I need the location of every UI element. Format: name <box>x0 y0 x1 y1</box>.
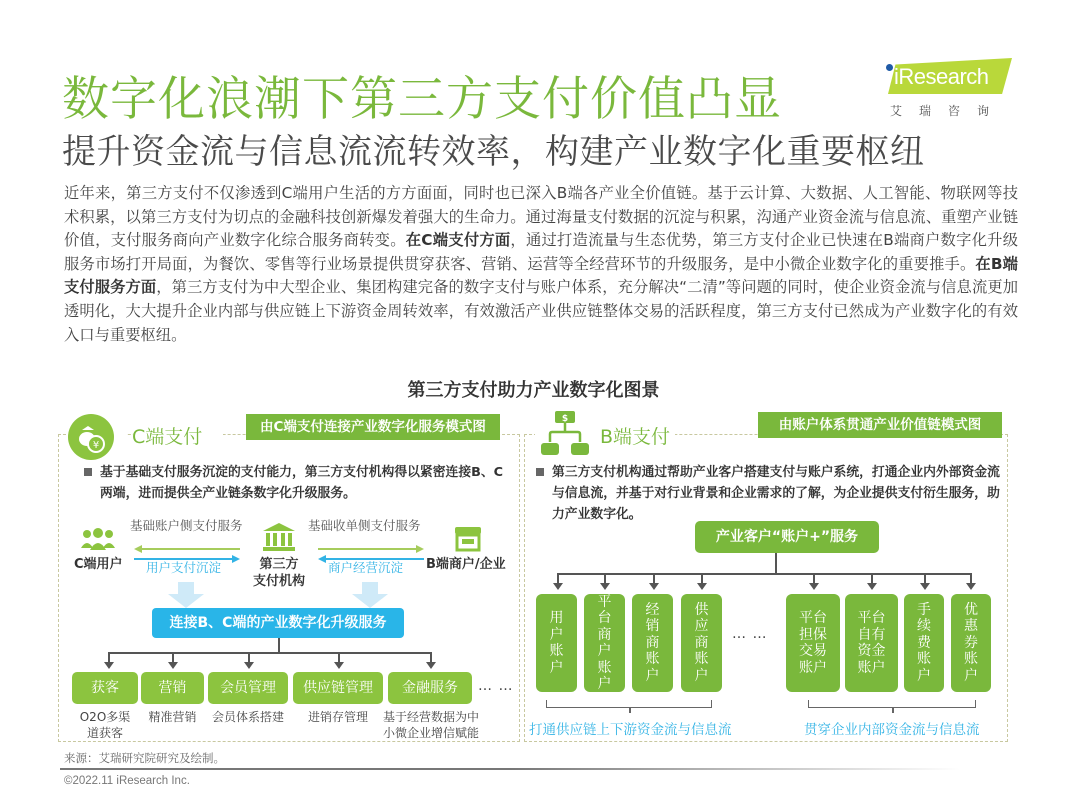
service-caption <box>204 709 292 725</box>
flow-user-deposit: 用户支付沉淀 <box>146 560 222 575</box>
svg-text:$: $ <box>561 414 569 424</box>
service-caption <box>141 709 204 725</box>
c-payment-bullet-text: 基于基础支付服务沉淀的支付能力，第三方支付机构得以紧密连接B、C两端，进而提供全产业链条数字化升级服务。 <box>100 465 504 501</box>
b-payment-tag: 由账户体系贯通产业价值链模式图 <box>758 412 1002 438</box>
arrow-head-icon <box>697 583 707 590</box>
copyright: ©2022.11 iResearch Inc. <box>64 775 190 787</box>
body-paragraph <box>64 182 1018 347</box>
connector <box>108 652 110 662</box>
body-bold-2: 在B端支付服务方面 <box>64 254 1018 297</box>
institution-label-line1: 第三方 <box>259 557 299 572</box>
flow-acquiring-service: 基础收单侧支付服务 <box>308 518 421 533</box>
flow-account-service: 基础账户侧支付服务 <box>130 518 243 533</box>
arrow-head-icon <box>920 583 930 590</box>
bank-icon <box>262 522 296 556</box>
body-text-1: 近年来，第三方支付不仅渗透到C端用户生活的方方面面，同时也已深入B端各产业全价值链。基于云计算、大数据、人工智能、物联网等技术积累，以第三方支付为切点的金融科技创新爆发着强大的生命力。通过海量支付数据的沉淀与积累，沟通产业资金流与信息流、重塑产业链价值，支付服务商向产业数字化综合服务商转变。 <box>64 184 1018 250</box>
connector <box>701 573 703 583</box>
connector <box>871 573 873 583</box>
connector <box>775 553 777 573</box>
arrow-head-icon <box>334 662 344 669</box>
brace <box>808 700 976 708</box>
svg-text:¥: ¥ <box>92 440 100 451</box>
ellipsis: … … <box>478 678 514 694</box>
account-coupon: 优 惠 券 账 户 <box>951 594 991 692</box>
connector <box>278 638 280 652</box>
service-caption <box>378 709 484 741</box>
service-membership: 会员管理 <box>208 672 288 704</box>
c-payment-tag: 由C端支付连接产业数字化服务模式图 <box>246 414 500 440</box>
page-subtitle: 提升资金流与信息流流转效率，构建产业数字化重要枢纽 <box>62 132 925 172</box>
arrow-head-icon <box>426 662 436 669</box>
arrow-head-icon <box>867 583 877 590</box>
service-supply-chain: 供应链管理 <box>293 672 383 704</box>
account-fee: 手 续 费 账 户 <box>904 594 944 692</box>
account-plus-service-box: 产业客户“账户+”服务 <box>695 521 879 553</box>
flow-merchant-deposit: 商户经营沉淀 <box>328 560 404 575</box>
arrow-head-icon <box>600 583 610 590</box>
service-caption <box>293 709 383 725</box>
upgrade-service-box: 连接B、C端的产业数字化升级服务 <box>152 608 404 638</box>
page-title: 数字化浪潮下第三方支付价值凸显 <box>62 72 782 127</box>
b-payment-bullet <box>552 462 1000 525</box>
connector <box>653 573 655 583</box>
b-payment-bullet-text: 第三方支付机构通过帮助产业客户搭建支付与账户系统，打通企业内外部资金流与信息流，并基于对行业背景和企业需求的了解，为企业提供支付衍生服务，助力产业数字化。 <box>552 465 1000 522</box>
account-user: 用 户 账 户 <box>536 594 577 692</box>
arrow-head-icon <box>809 583 819 590</box>
source-note: 来源：艾瑞研究院研究及绘制。 <box>64 751 225 765</box>
caption-line: 小微企业增信赋能 <box>382 726 479 740</box>
connector <box>813 573 815 583</box>
caption-line: 精准营销 <box>148 710 197 724</box>
org-chart-dollar-icon <box>540 410 590 464</box>
caption-line: 道获客 <box>86 726 123 740</box>
c-payment-label: C端支付 <box>132 426 203 448</box>
account-platform-merchant: 平 台 商 户 账 户 <box>584 594 625 692</box>
connector <box>924 573 926 583</box>
connector <box>108 652 430 654</box>
connector <box>248 652 250 662</box>
body-bold-1: 在C端支付方面 <box>405 231 511 250</box>
arrow-head-icon <box>244 662 254 669</box>
service-finance: 金融服务 <box>388 672 472 704</box>
institution-label <box>252 556 306 590</box>
arrow-head-icon <box>966 583 976 590</box>
caption-line: 基于经营数据为中 <box>382 710 479 724</box>
service-marketing: 营销 <box>141 672 204 704</box>
bullet-square-icon <box>536 468 544 476</box>
brace-tick <box>892 708 894 713</box>
bullet-square-icon <box>84 468 92 476</box>
b-merchant-label: B端商户/企业 <box>426 557 506 572</box>
connector <box>338 652 340 662</box>
footer-divider <box>60 768 960 770</box>
store-icon <box>454 526 482 556</box>
b-payment-label: B端支付 <box>600 426 671 448</box>
arrow-head-icon <box>104 662 114 669</box>
money-bag-icon <box>68 414 114 464</box>
caption-line: O2O多渠 <box>79 710 131 724</box>
logo-dot-icon <box>886 64 893 71</box>
iresearch-logo <box>880 58 1014 120</box>
c-user-label: C端用户 <box>74 557 123 572</box>
users-icon <box>80 528 116 556</box>
body-text-3: ，第三方支付为中大型企业、集团构建完备的数字支付与账户体系，充分解决“二清”等问题的同时，使企业资金流与信息流更加透明化，大大提升企业内部与供应链上下游资金周转效率，有效激活产业供应链整体交易的活跃程度，第三方支付已然成为产业数字化的有效入口与重要枢纽。 <box>64 278 1018 344</box>
connector <box>970 573 972 583</box>
logo-chinese: 艾瑞咨询 <box>890 104 1007 118</box>
service-acquisition: 获客 <box>72 672 138 704</box>
logo-brand: iResearch <box>894 64 989 89</box>
account-distributor: 经 销 商 账 户 <box>632 594 673 692</box>
arrow-head-icon <box>168 662 178 669</box>
brace-tick <box>629 708 631 713</box>
connector <box>604 573 606 583</box>
connector <box>557 573 559 583</box>
arrow-head-icon <box>553 583 563 590</box>
account-supplier: 供 应 商 账 户 <box>681 594 722 692</box>
brace <box>546 700 712 708</box>
c-payment-bullet <box>100 462 510 504</box>
arrow-head-icon <box>649 583 659 590</box>
caption-line: 会员体系搭建 <box>211 710 284 724</box>
connector <box>430 652 432 662</box>
body-text-2: ，通过打造流量与生态优势，第三方支付企业已快速在B端商户数字化升级服务市场打开局面，为餐饮、零售等行业场景提供贯穿获客、营销、运营等全经营环节的升级服务，是中小微企业数字化的重要推手。 <box>64 231 1018 273</box>
institution-label-line2: 支付机构 <box>252 574 305 589</box>
connector <box>557 573 970 575</box>
account-platform-own-funds: 平台 自有 资金 账户 <box>845 594 898 692</box>
diagram-title: 第三方支付助力产业数字化图景 <box>407 380 660 401</box>
account-platform-escrow: 平台 担保 交易 账户 <box>786 594 840 692</box>
internal-flow-caption: 贯穿企业内部资金流与信息流 <box>804 722 980 738</box>
connector <box>172 652 174 662</box>
ellipsis: … … <box>732 626 768 642</box>
supply-chain-flow-caption: 打通供应链上下游资金流与信息流 <box>529 722 732 738</box>
service-caption <box>72 709 138 741</box>
caption-line: 进销存管理 <box>307 710 368 724</box>
